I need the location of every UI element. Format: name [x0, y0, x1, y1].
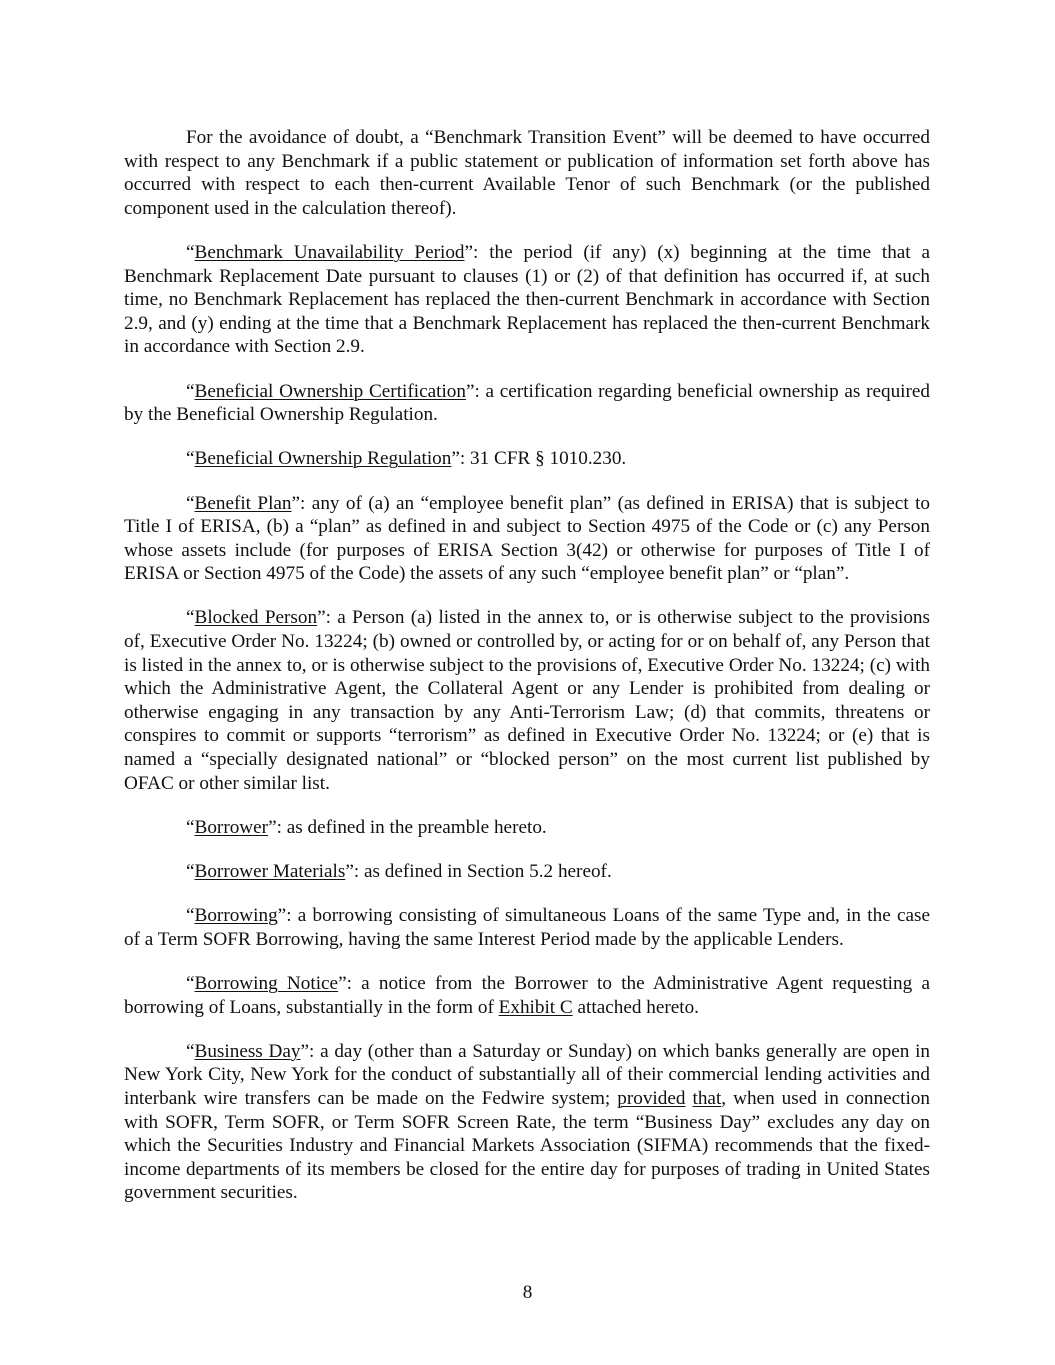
definition-text: the period (if any) (x) beginning at the time that a Benchmark Replacement Date pursuant to clauses (1) or (2) of that definition has occurred if, at such time, no Benchmark Replacement has replaced the then-current Benchmark in accordance with Section 2.9, and (y) ending at the time that a Benchmark Replacement has replaced the then-current Benchmark in accordance with Section 2.9.: [124, 241, 930, 358]
definition-business-day: [124, 1040, 930, 1205]
definition-beneficial-ownership-certification: [124, 380, 930, 427]
defined-term: Borrower Materials: [194, 861, 346, 882]
defined-term: Business Day: [194, 1040, 301, 1062]
close-quote: ”:: [451, 448, 471, 470]
definition-text: a day (other than a Saturday or Sunday) on which banks generally are open in New York City, New York for the conduct of substantially all of their commercial lending activities and interbank wire transfers can be made on the Fedwire system;: [124, 1040, 930, 1109]
close-quote: ”:: [338, 972, 362, 994]
close-quote: ”:: [291, 492, 312, 514]
page-number: 8: [522, 1282, 533, 1303]
close-quote: ”:: [300, 1040, 321, 1062]
open-quote: “: [186, 816, 195, 838]
close-quote: ”:: [277, 905, 298, 927]
defined-term: Borrowing Notice: [194, 972, 339, 994]
defined-term: Borrower: [194, 816, 269, 838]
keyword-space: [685, 1088, 692, 1109]
definition-text: a borrowing consisting of simultaneous Loans of the same Type and, in the case of a Term SOFR Borrowing, having the same Interest Period made by the applicable Lenders.: [124, 905, 930, 950]
close-quote: ”:: [317, 607, 338, 629]
definition-borrower: [124, 816, 930, 840]
defined-term: Blocked Person: [194, 607, 318, 629]
definition-benefit-plan: [124, 492, 930, 586]
definition-text: a Person (a) listed in the annex to, or is otherwise subject to the provisions of, Executive Order No. 13224; (b) owned or controlled by, or acting for or on behalf of, any Person that is listed in the annex to, or is otherwise subject to the provisions of, Executive Order No. 13224; (c) with which the Administrative Agent, the Collateral Agent or any Lender is prohibited from dealing or otherwise engaging in any transaction by any Anti-Terrorism Law; (d) that commits, threatens or conspires to commit or supports “terrorism” as defined in Executive Order No. 13224; or (e) that is named a “specially designated national” or “blocked person” on the most current list published by OFAC or other similar list.: [124, 607, 930, 794]
open-quote: “: [186, 1040, 195, 1062]
definition-text: a notice from the Borrower to the Administrative Agent requesting a borrowing of Loans, substantially in the form of: [124, 972, 930, 1018]
definition-benchmark-unavailability-period: [124, 241, 930, 359]
definition-text: 31 CFR § 1010.230.: [470, 448, 627, 470]
paragraph-text: For the avoidance of doubt, a “Benchmark Transition Event” will be deemed to have occurred with respect to any Benchmark if a public statement or publication of information set forth above has occurred with respect to each then-current Available Tenor of such Benchmark (or the published component used in the calculation thereof).: [124, 127, 930, 219]
definition-text: as defined in the preamble hereto.: [286, 816, 547, 838]
definition-text: as defined in Section 5.2 hereof.: [363, 861, 612, 882]
defined-term: Benefit Plan: [194, 492, 292, 514]
open-quote: “: [186, 972, 195, 994]
open-quote: “: [186, 905, 195, 927]
defined-term: Beneficial Ownership Regulation: [194, 448, 452, 470]
open-quote: “: [186, 448, 195, 470]
provided-keyword: provided: [617, 1087, 686, 1109]
that-keyword: that: [692, 1087, 722, 1109]
definition-text: a certification regarding beneficial ownership as required by the Beneficial Ownership Regulation.: [124, 380, 930, 426]
definition-borrowing: [124, 904, 930, 951]
close-quote: ”:: [345, 861, 364, 882]
open-quote: “: [186, 861, 195, 882]
definition-borrower-materials: [124, 860, 930, 884]
defined-term: Beneficial Ownership Certification: [194, 380, 466, 402]
close-quote: ”:: [465, 380, 486, 402]
definition-beneficial-ownership-regulation: [124, 447, 930, 471]
open-quote: “: [186, 241, 195, 263]
document-page: [124, 126, 930, 1226]
close-quote: ”:: [464, 241, 490, 263]
open-quote: “: [186, 380, 195, 402]
definition-text-tail: , when used in connection with SOFR, Term SOFR, or Term SOFR Screen Rate, the term “Business Day” excludes any day on which the Securities Industry and Financial Markets Association (SIFMA) recommends that the fixed-income departments of its members be closed for the entire day for purposes of trading in United States government securities.: [124, 1087, 930, 1204]
defined-term: Benchmark Unavailability Period: [194, 241, 465, 263]
paragraph-avoidance-of-doubt: [124, 126, 930, 220]
definition-borrowing-notice: [124, 972, 930, 1019]
open-quote: “: [186, 607, 195, 629]
definition-text: any of (a) an “employee benefit plan” (as defined in ERISA) that is subject to Title I of ERISA, (b) a “plan” as defined in and subject to Section 4975 of the Code or (c) any Person whose assets include (for purposes of ERISA Section 3(42) or otherwise for purposes of Title I of ERISA or Section 4975 of the Code) the assets of any such “employee benefit plan” or “plan”.: [124, 492, 930, 585]
definition-text-tail: attached hereto.: [572, 996, 699, 1018]
close-quote: ”:: [268, 816, 287, 838]
open-quote: “: [186, 492, 195, 514]
exhibit-reference: Exhibit C: [498, 996, 573, 1018]
defined-term: Borrowing: [194, 905, 278, 927]
definition-blocked-person: [124, 606, 930, 795]
